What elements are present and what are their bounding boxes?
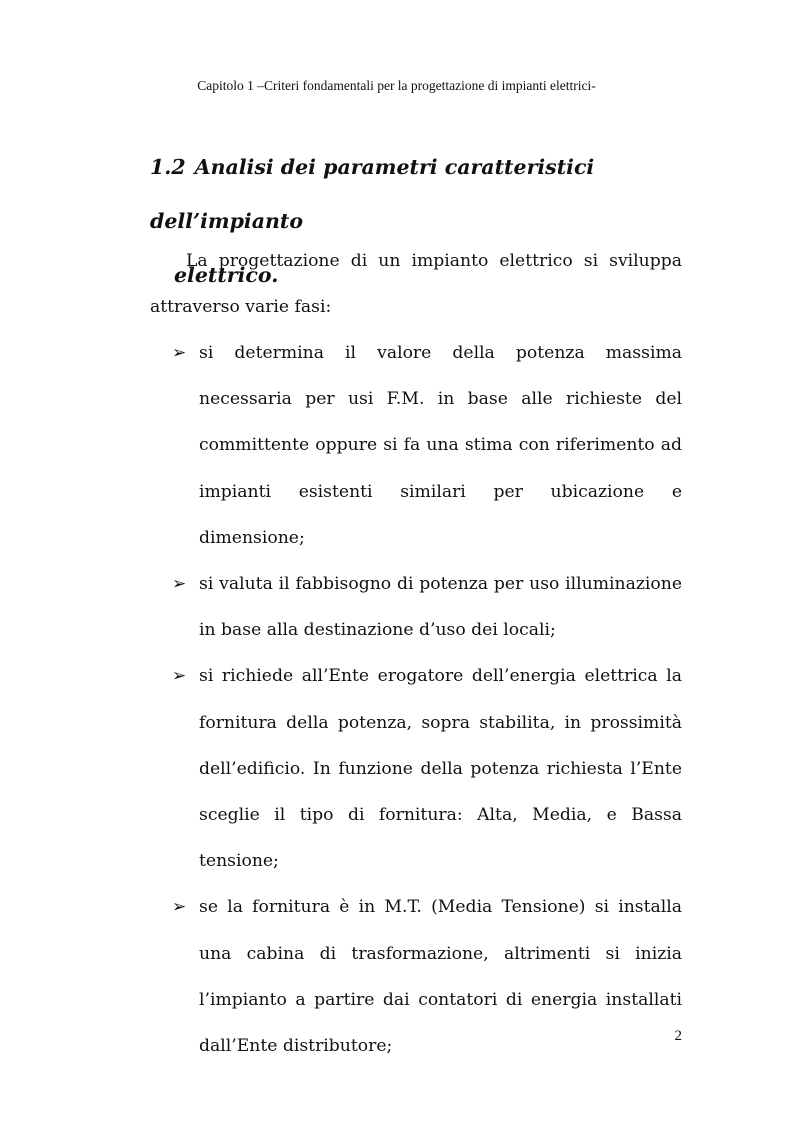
page-number: 2 [674,1028,682,1044]
bullet-list [150,330,682,1069]
running-header: Capitolo 1 –Criteri fondamentali per la progettazione di impianti elettrici- [197,78,596,93]
list-item-text: si valuta il fabbisogno di potenza per uso illuminazione in base alla destinazione d’uso dei locali; [199,574,682,641]
arrowhead-bullet-icon: ➢ [172,343,187,363]
list-item [150,330,682,561]
arrowhead-bullet-icon: ➢ [172,897,187,918]
list-item-text: si determina il valore della potenza massima necessaria per usi F.M. in base alle richieste del committente oppure si fa una stima con riferimento ad impianti esistenti similari per ubicazione e dimensione; [199,343,682,548]
section-number: 1.2 [150,155,186,179]
list-item [150,884,682,1069]
arrowhead-bullet-icon: ➢ [172,666,187,687]
list-item-text: se la fornitura è in M.T. (Media Tensione) si installa una cabina di trasformazione, altrimenti si inizia l’impianto a partire dai contatori di energia installati dall’Ente distributore; [199,897,682,1057]
list-item [150,561,682,653]
section-title-line-2: elettrico. [174,263,279,287]
intro-paragraph: La progettazione di un impianto elettrico si sviluppa attraverso varie fasi: [150,251,682,317]
list-item [150,653,682,884]
arrowhead-bullet-icon: ➢ [172,574,187,595]
section-title-line-1: Analisi dei parametri caratteristici dell’impianto [150,155,595,233]
list-item-text: si richiede all’Ente erogatore dell’energia elettrica la fornitura della potenza, sopra stabilita, in prossimità dell’edificio. In funzione della potenza richiesta l’Ente sceglie il tipo di fornitura: Alta, Media, e Bassa tensione; [199,666,682,872]
